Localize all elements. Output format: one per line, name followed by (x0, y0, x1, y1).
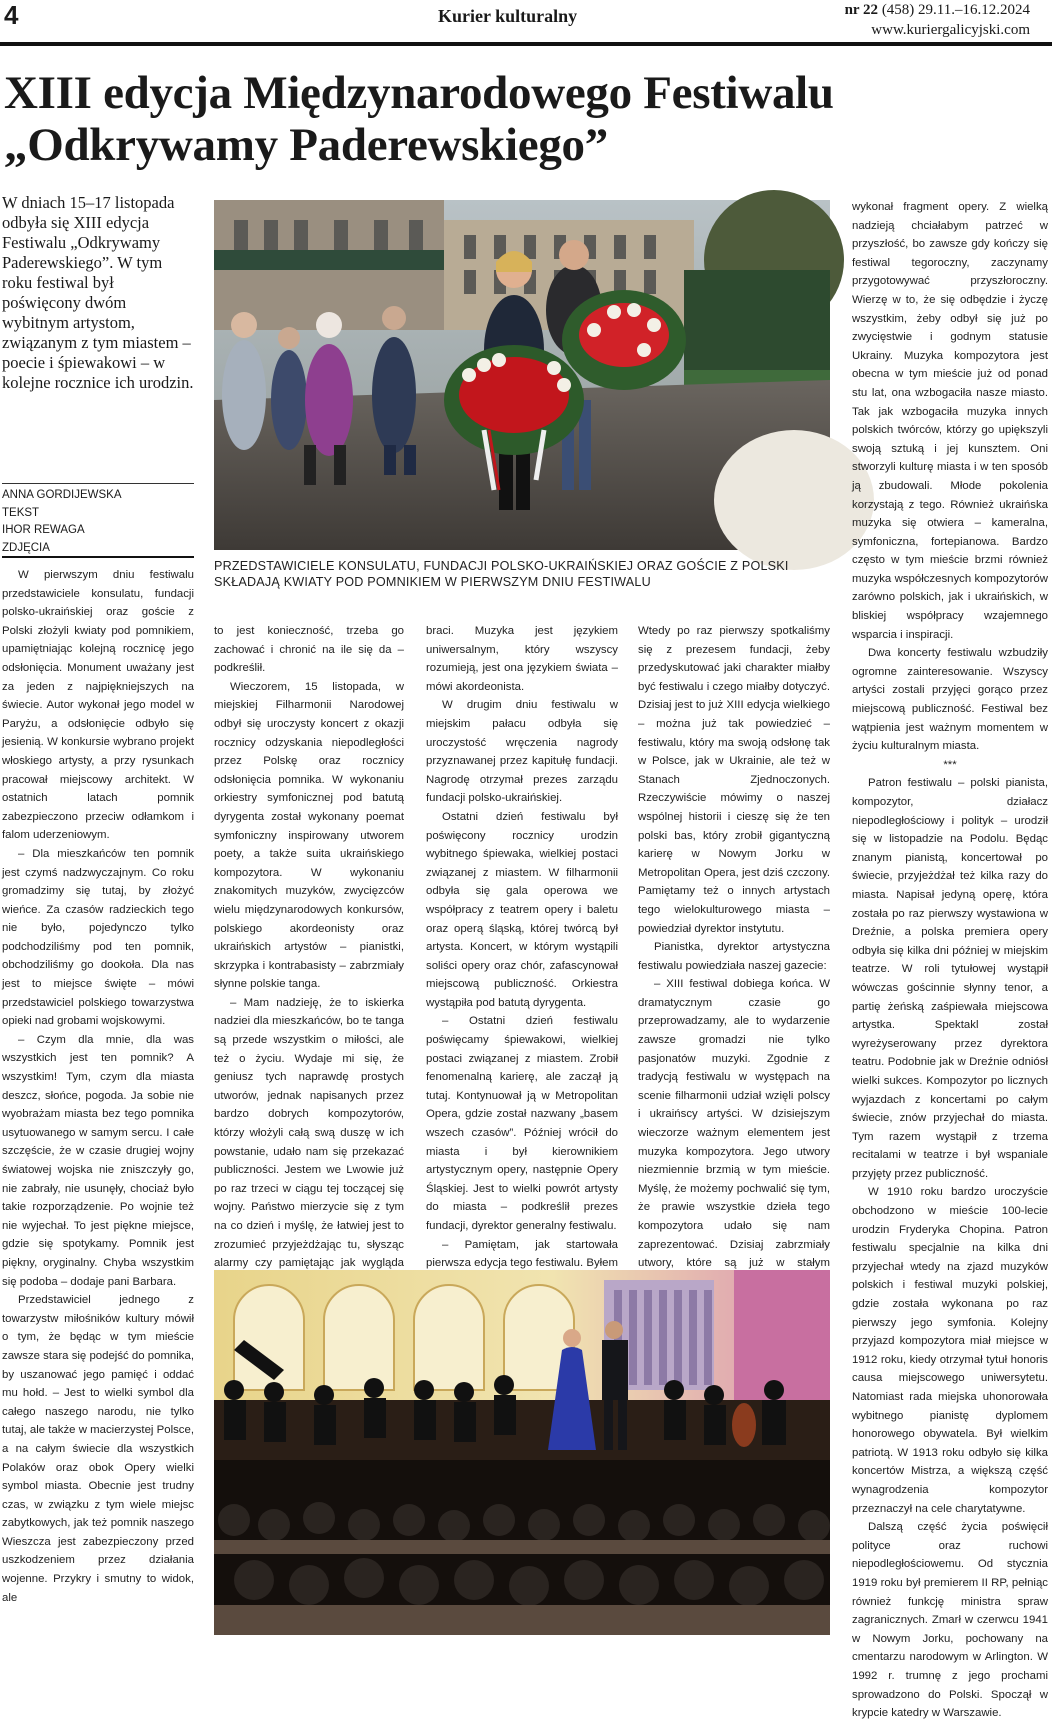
credits-bottom-rule (2, 556, 194, 558)
issue-info (845, 0, 1030, 40)
website-link[interactable]: www.kuriergalicyjski.com (871, 22, 1030, 38)
paragraph: to jest konieczność, trzeba go zachować i chronić na ile się da – podkreślił. (214, 625, 404, 675)
issue-number: nr 22 (844, 2, 879, 18)
article-column-2 (214, 622, 404, 1270)
text-author: ANNA GORDIJEWSKA (2, 489, 122, 501)
article-headline (4, 67, 1044, 171)
article-column-5 (852, 198, 1048, 1720)
paragraph: Ostatni dzień festiwalu był poświęcony rocznicy urodzin wybitnego śpiewaka, wielkiej postaci związanej z miastem. W filharmonii odbyła się gala operowa we współpracy z teatrem opery i baletu oraz operą śląską, której twórcą był artysta. Koncert, w którym wystąpili soliści opery oraz chór, zafascynował miejscową publiczność. Orkiestra wystąpiła pod batutą dyrygenta. (426, 810, 618, 1009)
paragraph: Wtedy po raz pierwszy spotkaliśmy się z prezesem fundacji, żeby przedyskutować jaki charakter miałby być festiwalu i czego miałby dotyczyć. Dzisiaj jest to już XIII edycja wielkiego – można już tak powiedzieć – festiwalu, który ma swoją odsłonę tak w Polsce, jak w Ukrainie, ale też w Stanach Zjednoczonych. Rzeczywiście mówimy o naszej wspólnej historii i cieszę się że ten polski bas, który zrobił gigantyczną karierę w Nowym Jorku w Metropolitan Opera, jest dziś czczony. Pamiętamy też o innych artystach tego wielokulturowego miasta – powiedział dyrektor instytutu. (638, 625, 830, 935)
section-title: Kurier kulturalny (438, 6, 578, 26)
photo-concert-hall (214, 1270, 830, 1635)
article-credits (2, 487, 194, 557)
photo-caption: PRZEDSTAWICIELE KONSULATU, FUNDACJI POLSKO-UKRAIŃSKIEJ ORAZ GOŚCIE Z POLSKI SKŁADAJĄ KWIATY POD POMNIKIEM W PIERWSZYM DNIU FESTIWALU (214, 559, 789, 590)
photo-label: ZDJĘCIA (2, 541, 50, 554)
paragraph: Pianistka, dyrektor artystyczna festiwalu powiedziała naszej gazecie: (638, 941, 830, 972)
paragraph: – Pamiętam, jak startowała pierwsza edycja tego festiwalu. Byłem (426, 1238, 618, 1270)
paragraph: – Czym dla mnie, dla was wszystkich jest ten pomnik? A wszystkim! Tym, czym dla miasta deszcz, słońce, pogoda. Ja sobie nie wyobrażam miasta bez tego pomnika usytuowanego w samym sercu. I całe szczęście, że w czasie drugiej wojny światowej wojska nie zniszczyły go, nie zabrały, nie usunęły, chociaż było takie rozporządzenie. Po wojnie też nie wyjechał. To jest piękne miejsce, gdzie się spotykamy. Pomnik jest piękny, oryginalny. Chyba wszystkim się podoba – dodaje pani Barbara. (2, 1033, 194, 1288)
article-column-1 (2, 566, 194, 1635)
photo-wreath-laying (214, 200, 830, 550)
section-separator: *** (943, 758, 957, 771)
header-rule (0, 42, 1052, 46)
headline-line-2: „Odkrywamy Paderewskiego” (4, 119, 608, 171)
paragraph: Dalszą część życia poświęcił polityce oraz ruchowi niepodległościowemu. Od stycznia 1919 roku był premierem II RP, pełniąc również funkcję ministra spraw zagranicznych. Zmarł w czerwcu 1941 w Nowym Jorku, pochowany na cmentarzu narodowym w Arlington. W 1992 r. trumnę z jego prochami sprowadzono do Polski. Spoczął w krypcie katedry w Warszawie. (852, 1521, 1048, 1720)
paragraph: W drugim dniu festiwalu w miejskim pałacu odbyła się uroczystość wręczenia nagrody przyznawanej przez kapitułę fundacji. Nagrodę otrzymał prezes zarządu fundacji polsko-ukraińskiej. (426, 699, 618, 805)
paragraph: braci. Muzyka jest językiem uniwersalnym, który wszyscy rozumieją, jest ona językiem świata – mówi akordeonista. (426, 625, 618, 693)
paragraph: – Mam nadzieję, że to iskierka nadziei dla mieszkańców, bo te tanga są przede wszystkim o miłości, ale też o życiu. Wydaje mi się, że geniusz tych naprawdę prostych utworów, jednak napisanych przez bardzo dobrych kompozytorów, którzy włożyli całą swą duszę w ich powstanie, udało nam się przekazać publiczności. Jestem we Lwowie już po raz trzeci w ciągu tej toczącej się wojny. Państwo mierzycie się z tym na co dzień i myślę, że łatwiej jest to zrozumieć przyjeżdżając tu, słysząc alarmy czy pamiętając jak wygląda (214, 996, 404, 1270)
paragraph: W pierwszym dniu festiwalu przedstawiciele konsulatu, fundacji polsko-ukraińskiej oraz goście z Polski złożyli kwiaty pod pomnikiem, upamiętniając kolejną rocznicę jego odsłonięcia. Monument uważany jest za jeden z najpiękniejszych na świecie. Autor wykonał jego model w Paryżu, a odsłonięcie odbyło się jesienią. W konkursie wybrano projekt włoskiego artysty, a przy rysunkach pracował miejscowy architekt. W ostatnich latach pomnik zabezpieczono przeciw odłamkom i falom uderzeniowym. (2, 569, 194, 842)
article-column-4 (638, 622, 830, 1270)
credits-top-rule (2, 483, 194, 484)
issue-dates: (458) 29.11.–16.12.2024 (881, 2, 1030, 18)
paragraph: Patron festiwalu – polski pianista, kompozytor, działacz niepodległościowy i polityk – urodził się w listopadzie na Podolu. Będąc znanym pianistą, koncertował po świecie, przyjeżdżał też kilka razy do miasta. Napisał jedyną operę, która została po raz pierwszy wystawiona w Dreźnie, a polska premiera opery odbyła się kilka dni później w miejskim teatrze. W roli tytułowej wystąpił wówczas gościnnie słynny tenor, a partię żeńską zaśpiewała miejscowa artystka. Spektakl został wyreżyserowany przez dyrektora teatru. Podobnie jak w Dreźnie odniósł wielki sukces. Kompozytor po licznych wyjazdach z koncertami po całym świecie, znów przyjechał do miasta. Tym razem wystąpił z trzema recitalami w teatrze i był wspaniale przyjęty przez publiczność. (852, 777, 1048, 1180)
photo-author: IHOR REWAGA (2, 524, 85, 536)
text-label: TEKST (2, 506, 40, 519)
paragraph: wykonał fragment opery. Z wielką nadzieją chciałabym patrzeć w przyszłość, bo zawsze gdy kończy się festiwal tegoroczny, zaczynamy przygotowywać przyszłoroczny. Wierzę w to, że się odbędzie i życzę wszystkim, żeby odbył się już po zwycięstwie i godnym statusie Ukrainy. Muzyka kompozytora jest obecna w tym mieście już od ponad stu lat, ona wzbogaciła nasze miasto. Tak jak wzbogaciła muzyka innych polskich twórców, którzy go upiększyli swoją sztuką i jej kunsztem. Oni stworzyli kulturę miasta i w ten sposób ją zbudowali. Młode pokolenia korzystają z tego. Również ukraińska muzyka się otwiera – kameralna, symfoniczna, fortepianowa. Bardzo często w tym mieście brzmi również muzyka współczesnych kompozytorów zarówno polskich, jak i ukraińskich, w bliskiej współpracy wzajemnego wsparcia i inspiracji. (852, 201, 1048, 641)
paragraph: – XIII festiwal dobiega końca. W dramatycznym czasie go przeprowadzamy, ale to wydarzenie zawsze gromadzi nie tylko pasjonatów muzyki. Zgodnie z tradycją festiwalu w występach na scenie filharmonii udział wzięli polscy i ukraińscy artyści. W dzisiejszym wieczorze ważnym elementem jest muzyka kompozytora. Jego utwory niezmiennie brzmią w tym mieście. Myślę, że możemy pochwalić się tym, że prawie wszystkie dzieła tego kompozytora udało się nam zaprezentować. Dzisiaj zabrzmiały utwory, które są już w stałym (638, 978, 830, 1270)
headline-line-1: XIII edycja Międzynarodowego Festiwalu (4, 67, 834, 119)
article-lead: W dniach 15–17 listopada odbyła się XIII edycja Festiwalu „Odkrywamy Paderewskiego”. W tym roku festiwal był poświęcony dwóm wybitnym artystom, związanym z tym miastem – poecie i śpiewakowi – w kolejne rocznice ich urodzin. (2, 193, 194, 392)
paragraph: Dwa koncerty festiwalu wzbudziły ogromne zainteresowanie. Wszyscy artyści zostali przyjęci gorąco przez miejscową publiczność. Festiwal bez wątpienia jest ważnym momentem w życiu kulturalnym miasta. (852, 647, 1048, 753)
paragraph: Wieczorem, 15 listopada, w miejskiej Filharmonii Narodowej odbył się uroczysty koncert z okazji rocznicy odzyskania niepodległości przez Polskę oraz rocznicy odsłonięcia pomnika. W wykonaniu orkiestry symfonicznej pod batutą dyrygenta został wykonany poemat symfoniczny inspirowany utworem poety, a także suita ukraińskiego kompozytora. W wykonaniu znakomitych muzyków, zwycięzców wielu międzynarodowych konkursów, polskiego akordeonisty oraz ukraińskich artystów – pianistki, skrzypka i kontrabasisty – zabrzmiały słynne polskie tanga. (214, 680, 404, 991)
paragraph: Przedstawiciel jednego z towarzystw miłośników kultury mówił o tym, że będąc w tym mieście zawsze stara się podejść do pomnika, by uszanować jego pamięć i oddać mu hołd. – Jest to wielki symbol dla całego naszego narodu, nie tylko tutaj, ale także w macierzystej Polsce, a na całym świecie dla wszystkich Polaków oraz obok Opery wielki symbol miasta. Obecnie jest trudny czas, w związku z tym wiele miejsc zabytkowych, jak też pomnik naszego Wieszcza jest zabezpieczony przed uszkodzeniem przez działania wojenne. Przykry i smutny to widok, ale (2, 1294, 194, 1604)
concert-photo-illustration (214, 1270, 830, 1635)
paragraph: – Dla mieszkańców ten pomnik jest czymś nadzwyczajnym. Co roku gromadzimy się tutaj, by złożyć wieńce. Za czasów radzieckich tego nie było, pojedynczo tylko podchodziliśmy pod ten pomnik, obchodziliśmy go dookoła. Dla nas jest to miejsce święte – mówi przedstawiciel polskiego towarzystwa opieki nad grobami wojskowymi. (2, 847, 194, 1028)
article-column-3 (426, 622, 618, 1270)
page-number: 4 (4, 0, 19, 30)
paragraph: – Ostatni dzień festiwalu poświęcamy śpiewakowi, wielkiej postaci związanej z miastem. Zrobił fenomenalną karierę, ale zaczął ją tutaj. Kontynuował ją w Metropolitan Opera, gdzie został nazwany „basem wszech czasów”. Później wrócił do miasta i był kierownikiem artystycznym opery, następnie Opery Śląskiej. Jest to wielki powrót artysty do miasta – podkreślił prezes fundacji, dyrektor generalny festiwalu. (426, 1015, 618, 1232)
paragraph: W 1910 roku bardzo uroczyście obchodzono w mieście 100-lecie urodzin Fryderyka Chopina. Patron festiwalu specjalnie na kilka dni przyjechał wtedy na zjazd muzyków polskich i festiwal muzyki polskiej, gdzie została wykonana po raz pierwszy jego symfonia. Kolejny przyjazd kompozytora miał miejsce w 1912 roku, kiedy otrzymał tytuł honoris causa miejscowego uniwersytetu. Natomiast rada miejska uhonorowała wybitnego pianistę dyplomem honorowego obywatela. Był wielkim patriotą. W 1913 roku odbyło się kilka koncertów Mistrza, a większą część wynagrodzenia kompozytor przeznaczył na cele charytatywne. (852, 1186, 1048, 1515)
wreath-photo-illustration (214, 200, 830, 550)
